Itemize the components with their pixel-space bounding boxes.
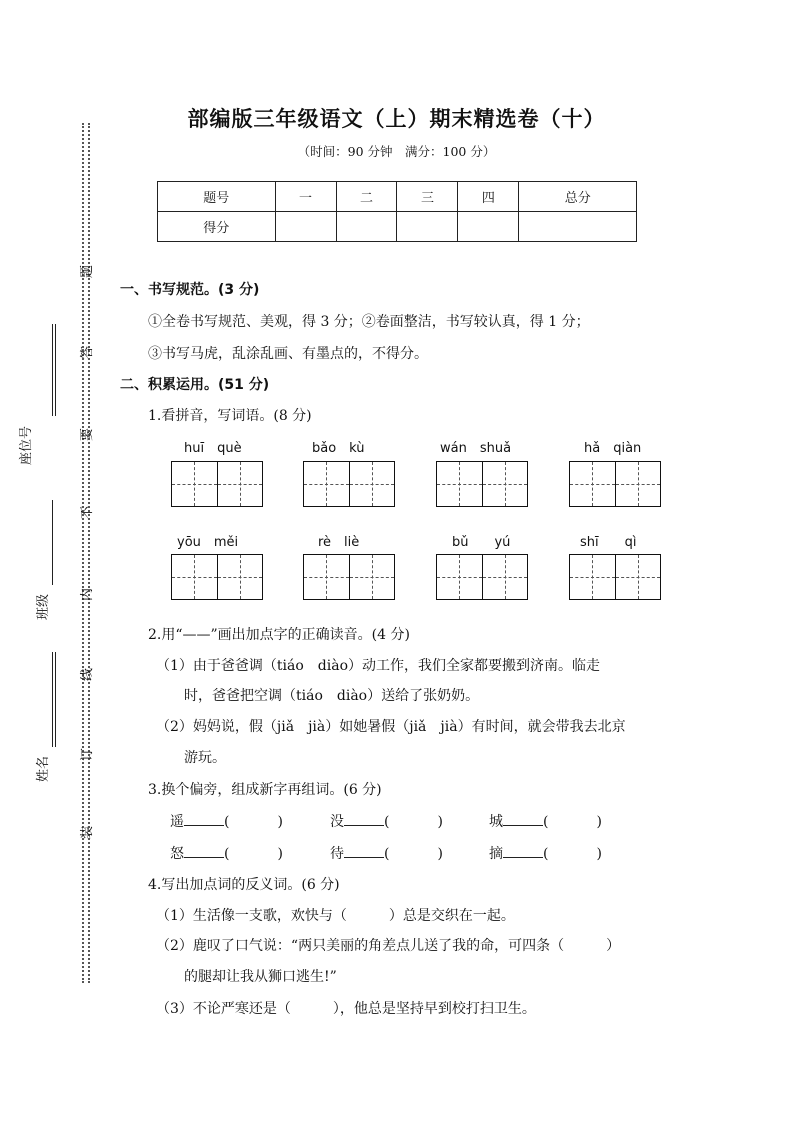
seal-char: 装 [80, 825, 96, 840]
section1-heading: 一、书写规范。(3 分) [120, 282, 260, 298]
q3-blank[interactable] [344, 843, 384, 858]
pinyin-label: huī què [184, 441, 242, 456]
q3-blank[interactable] [184, 843, 224, 858]
seal-char: 订 [80, 747, 96, 762]
q4-title: 4.写出加点词的反义词。(6 分) [148, 877, 340, 893]
q3-title: 3.换个偏旁，组成新字再组词。(6 分) [148, 782, 382, 798]
q3-item: 没 ( ) [330, 811, 443, 831]
writing-grid[interactable] [436, 461, 528, 507]
score-cell[interactable] [519, 212, 637, 242]
writing-grid[interactable] [303, 554, 395, 600]
q2-line3: （2）妈妈说，假（jiǎ jià）如她暑假（jiǎ jià）有时间，就会带我去北京 [156, 719, 626, 735]
q3-char: 城 [489, 814, 503, 830]
q3-item: 城 ( ) [489, 811, 602, 831]
score-header-cell: 二 [336, 182, 397, 212]
score-header-cell: 三 [397, 182, 458, 212]
q3-char: 遥 [170, 814, 184, 830]
seal-char: 内 [80, 587, 96, 602]
q3-item: 遥 ( ) [170, 811, 283, 831]
score-cell[interactable] [397, 212, 458, 242]
section1-line2: ③书写马虎，乱涂乱画、有墨点的，不得分。 [148, 346, 428, 362]
seal-char: 线 [80, 667, 96, 682]
name-label: 姓名 [36, 755, 51, 782]
writing-grid[interactable] [436, 554, 528, 600]
seal-char: 题 [80, 264, 96, 279]
seal-char: 要 [80, 427, 96, 442]
seat-label: 座位号 [19, 425, 34, 465]
score-header-cell: 四 [458, 182, 519, 212]
score-cell[interactable] [336, 212, 397, 242]
q4-line1: （1）生活像一支歌，欢快与（ ）总是交织在一起。 [156, 908, 515, 924]
pinyin-label: yōu měi [177, 535, 239, 550]
pinyin-label: bǎo kù [312, 441, 365, 456]
pinyin-label: hǎ qiàn [584, 441, 642, 456]
q3-char: 没 [330, 814, 344, 830]
pinyin-label: shī qì [580, 535, 637, 550]
q3-blank[interactable] [184, 811, 224, 826]
score-cell[interactable] [458, 212, 519, 242]
q3-blank[interactable] [503, 811, 543, 826]
seal-char: 不 [80, 505, 96, 520]
q3-char: 怒 [170, 846, 184, 862]
binding-dotted-line [82, 123, 84, 983]
q2-line1: （1）由于爸爸调（tiáo diào）动工作，我们全家都要搬到济南。临走 [156, 658, 600, 674]
q3-blank[interactable] [344, 811, 384, 826]
writing-grid[interactable] [569, 461, 661, 507]
q3-item: 怒 ( ) [170, 843, 283, 863]
name-field-line [55, 652, 56, 747]
page-title: 部编版三年级语文（上）期末精选卷（十） [187, 107, 606, 131]
pinyin-label: bǔ yú [452, 535, 511, 550]
q4-line4: （3）不论严寒还是（ ），他总是坚持早到校打扫卫生。 [156, 1001, 536, 1017]
q4-line3: 的腿却让我从狮口逃生!” [184, 969, 337, 985]
class-field[interactable] [52, 500, 53, 585]
score-header-cell: 总分 [519, 182, 637, 212]
q3-item: 待 ( ) [330, 843, 443, 863]
score-table-header-row [158, 182, 637, 212]
q2-line2: 时，爸爸把空调（tiáo diào）送给了张奶奶。 [184, 688, 480, 704]
q1-title: 1.看拼音，写词语。(8 分) [148, 408, 312, 424]
q3-char: 摘 [489, 846, 503, 862]
q3-blank[interactable] [503, 843, 543, 858]
q3-char: 待 [330, 846, 344, 862]
class-label: 班级 [36, 593, 51, 620]
score-row-label: 得分 [158, 212, 276, 242]
q2-line4: 游玩。 [184, 750, 226, 766]
binding-dotted-line-inner [88, 123, 90, 983]
score-header-cell: 题号 [158, 182, 276, 212]
writing-grid[interactable] [171, 461, 263, 507]
score-table [157, 181, 637, 242]
seat-field[interactable] [52, 324, 53, 416]
section2-heading: 二、积累运用。(51 分) [120, 377, 270, 393]
score-header-cell: 一 [275, 182, 336, 212]
q4-line2: （2）鹿叹了口气说：“两只美丽的角差点儿送了我的命，可四条（ ） [156, 938, 621, 954]
section1-line1: ①全卷书写规范、美观，得 3 分；②卷面整洁，书写较认真，得 1 分； [148, 314, 590, 330]
seal-char: 答 [80, 345, 96, 360]
q2-title: 2.用“——”画出加点字的正确读音。(4 分) [148, 627, 410, 643]
q3-item: 摘 ( ) [489, 843, 602, 863]
pinyin-label: rè liè [318, 535, 360, 550]
score-table-score-row [158, 212, 637, 242]
writing-grid[interactable] [303, 461, 395, 507]
seat-field-line [55, 324, 56, 416]
writing-grid[interactable] [171, 554, 263, 600]
pinyin-label: wán shuǎ [440, 441, 512, 456]
exam-time-info: （时间：90 分钟 满分：100 分） [297, 144, 496, 159]
writing-grid[interactable] [569, 554, 661, 600]
score-cell[interactable] [275, 212, 336, 242]
name-field[interactable] [52, 652, 53, 747]
